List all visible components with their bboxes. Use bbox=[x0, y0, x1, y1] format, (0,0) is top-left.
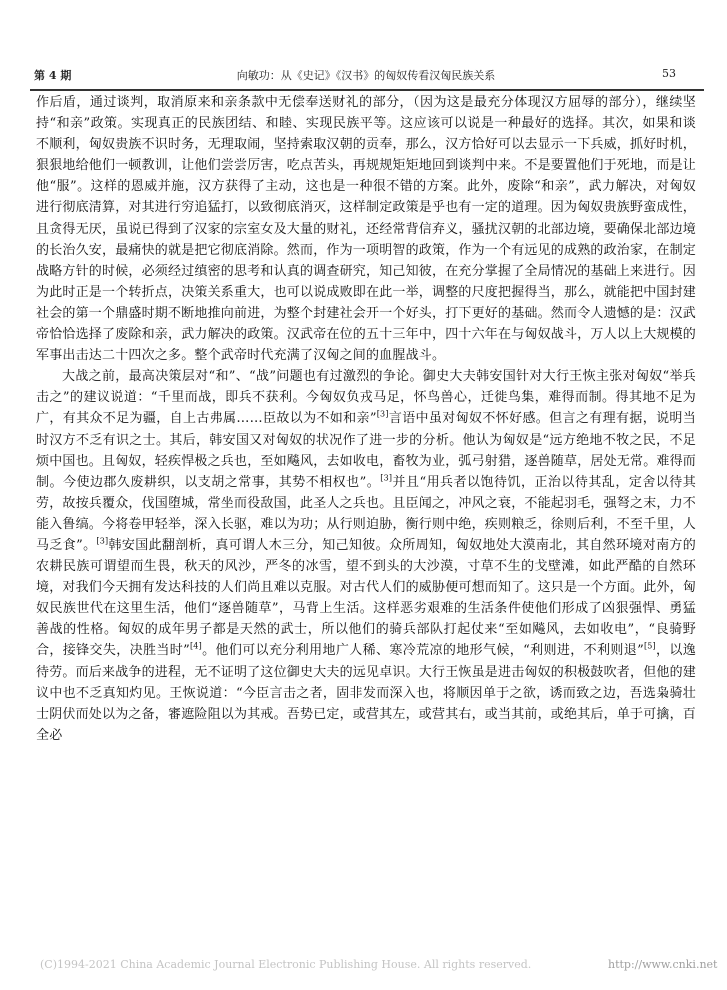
cnki-url: http://www.cnki.net bbox=[608, 958, 718, 971]
text-segment: 言语中虽对匈奴不怀好感。但言之有理有据，说明当时汉方不乏有识之士。其后，韩安国又对匈奴的状况作了进一步的分析。他认为匈奴是“远方绝地不牧之民，不足烦中国也。且匈奴，轻疾悍极之兵也，至如飚风，去如收电，畜牧为业，弧弓射猎，逐兽随草，居处无常。难得而制。今使边郡久废耕织，以支胡之常事，其势不相权也”。 bbox=[36, 411, 697, 490]
citation-ref: [4] bbox=[189, 642, 202, 652]
text-segment: 大战之前，最高决策层对“和”、“战”问题也有过激烈的争论。御史大夫韩安国针对大行王恢主张对匈奴“举兵击之”的建议说道：“千里而战，即兵不获利。今匈奴负戎马足，怀鸟兽心，迁徙鸟集，难得而制。得其地不足为广，有其众不足为疆，自上古弗属……臣故以为不如和亲” bbox=[36, 369, 696, 427]
text-segment: ，以逸待劳。而后来战争的进程，无不证明了这位御史大夫的远见卓识。大行王恢虽是进击匈奴的积极鼓吹者，但他的建议中也不乏真知灼见。王恢说道：“今臣言击之者，固非发而深入也，将顺因单于之欲，诱而致之边，吾选枭骑壮士阴伏而处以为之备，審遮险阻以为其戒。吾势已定，或营其左，或营其右，或当其前，或绝其后，单于可擒，百全必 bbox=[36, 643, 697, 743]
paragraph-debate bbox=[36, 366, 696, 746]
citation-ref: [3] bbox=[380, 473, 393, 483]
text-segment: 并且“用兵者以饱待饥，正治以待其乱，定舍以待其劳，故按兵覆众，伐国堕城，常坐而役敌国，此圣人之兵也。且臣闻之，冲风之衰，不能起羽毛，强弩之末，力不能入鲁缟。今将卷甲轻举，深入长驱，难以为功；从行则迫胁，衡行则中绝，疾则粮乏，徐则后利，不至千里，人马乏食”。 bbox=[36, 474, 697, 553]
copyright-text: (C)1994-2021 China Academic Journal Electronic Publishing House. All rights reserved. bbox=[40, 958, 532, 971]
running-header bbox=[30, 64, 702, 86]
copyright-watermark bbox=[40, 958, 727, 971]
issue-number: 第 4 期 bbox=[34, 69, 72, 82]
article-body bbox=[36, 92, 696, 746]
header-rule bbox=[30, 89, 704, 91]
citation-ref: [5] bbox=[643, 642, 656, 652]
text-segment: 韩安国此翻剖析，真可谓人木三分，知己知彼。众所周知，匈奴地处大漠南北，其自然环境对南方的农耕民族可谓望而生畏，秋天的风沙，严冬的冰雪，望不到头的大沙漠，寸草不生的戈壁滩，如此严酷的自然环境，对我们今天拥有发达科技的人们尚且难以克服。对古代人们的威胁便可想而知了。这只是一个方面。此外，匈奴民族世代在这里生活，他们“逐兽随草”，马背上生活。这样恶劣艰难的生活条件使他们形成了凶狠强悍、勇猛善战的性格。匈奴的成年男子都是天然的武士，所以他们的骑兵部队打起仗来“至如飚风，去如收电”，“良骑野合，接锋交失，决胜当时” bbox=[36, 537, 697, 659]
running-title: 向敏功：从《史记》《汉书》的匈奴传看汉匈民族关系 bbox=[236, 69, 496, 82]
text-segment: 。他们可以充分利用地广人稀、寒冷荒凉的地形气候，“利则进，不利则退” bbox=[201, 643, 644, 659]
citation-ref: [3] bbox=[376, 410, 389, 420]
citation-ref: [3] bbox=[96, 536, 109, 546]
paragraph-continued: 作后盾，通过谈判，取消原来和亲条款中无偿奉送财礼的部分，（因为这是最充分体现汉方屈辱的部分），继续坚持“和亲”政策。实现真正的民族团结、和睦、实现民族平等。这应该可以说是一种最好的选择。其次，如果和谈不顺利，匈奴贵族不识时务，无理取闹，坚持索取汉朝的贡奉，那么，汉方恰好可以去显示一下兵威，抓好时机，狠狠地给他们一顿教训，让他们尝尝厉害，吃点苦头，再规规矩矩地回到谈判中来。不是要置他们于死地，而是让他“服”。这样的恩威并施，汉方获得了主动，这也是一种很不错的方案。此外，废除“和亲”，武力解决，对匈奴进行彻底清算，对其进行穷追猛打，以致彻底消灭，这样制定政策是乎也有一定的道理。因为匈奴贵族野蛮成性，且贪得无厌，虽说已得到了汉家的宗室女及大量的财礼，还经常背信弃义，骚扰汉朝的北部边境，要确保北部边境的长治久安，最痛快的就是把它彻底消除。然而，作为一项明智的政策，作为一个有远见的成熟的政治家，在制定战略方针的时候，必须经过缜密的思考和认真的调查研究，知己知彼，在充分掌握了全局情况的基础上来进行。因为此时正是一个转折点，决策关系重大，也可以说成败即在此一举，调整的尺度把握得当，那么，就能把中国封建社会的第一个鼎盛时期不断地推向前进，为整个封建社会开一个好头，打下更好的基础。然而令人遗憾的是：汉武帝恰恰选择了废除和亲，武力解决的政策。汉武帝在位的五十三年中，四十六年在与匈奴战斗，万人以上大规模的军事出击达二十四次之多。整个武帝时代充满了汉匈之间的血腥战斗。 bbox=[36, 95, 697, 364]
page-number: 53 bbox=[662, 67, 676, 80]
